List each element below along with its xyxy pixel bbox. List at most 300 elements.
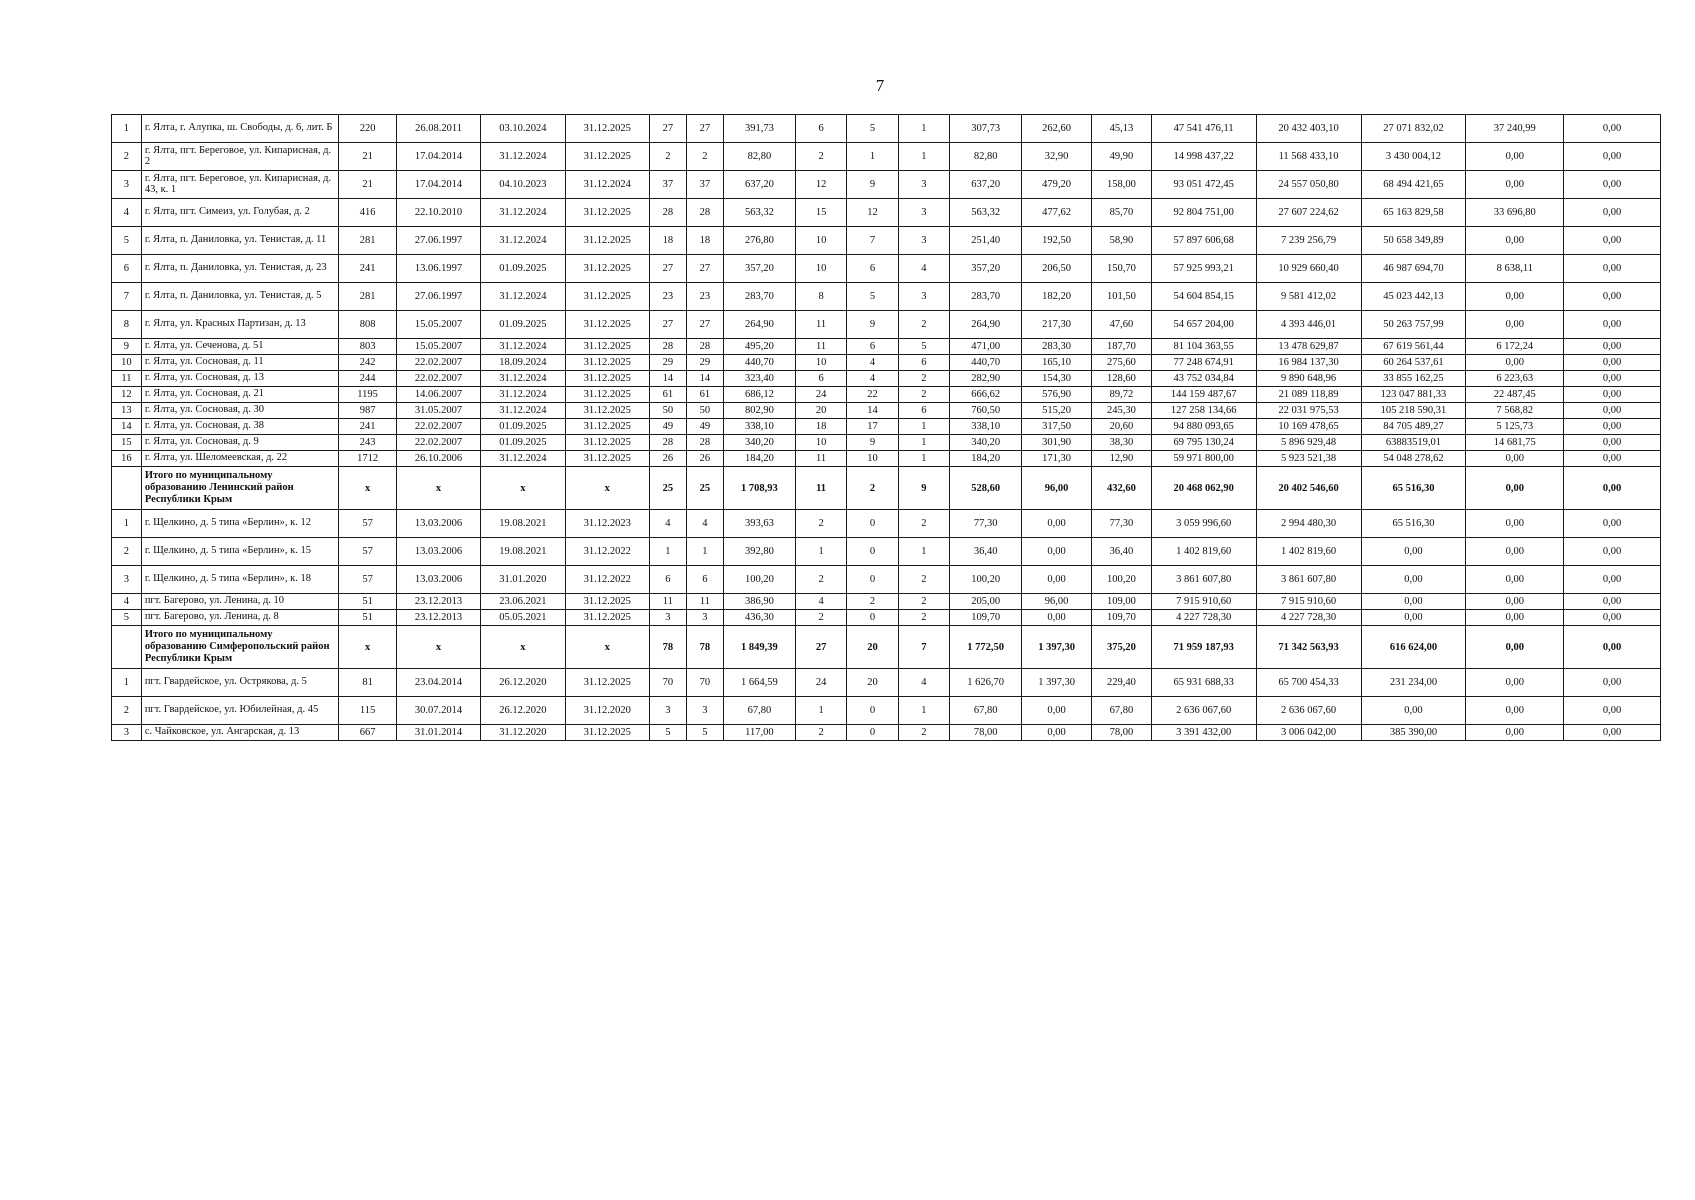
cell-count-5: 2 — [898, 387, 949, 403]
cell-count-3: 2 — [795, 725, 846, 741]
cell-sum-4: 8 638,11 — [1466, 255, 1564, 283]
cell-date-1: 15.05.2007 — [396, 339, 480, 355]
cell-sum: 69 795 130,24 — [1151, 435, 1256, 451]
cell-sum-5: 0,00 — [1564, 143, 1661, 171]
cell-count-2: 27 — [686, 115, 723, 143]
cell-area-3: 479,20 — [1022, 171, 1092, 199]
cell-address: пгт. Багерово, ул. Ленина, д. 10 — [141, 594, 338, 610]
cell-row-number: 14 — [112, 419, 142, 435]
cell-date-1: 22.10.2010 — [396, 199, 480, 227]
cell-count-2: 25 — [686, 467, 723, 510]
cell-address: г. Щелкино, д. 5 типа «Берлин», к. 15 — [141, 538, 338, 566]
cell-object-number: 51 — [339, 594, 397, 610]
cell-row-number: 10 — [112, 355, 142, 371]
cell-row-number: 3 — [112, 171, 142, 199]
cell-address: г. Ялта, ул. Сосновая, д. 30 — [141, 403, 338, 419]
cell-sum-4: 22 487,45 — [1466, 387, 1564, 403]
cell-sum-5: 0,00 — [1564, 669, 1661, 697]
cell-count-1: 29 — [649, 355, 686, 371]
cell-object-number: 21 — [339, 143, 397, 171]
cell-sum-4: 0,00 — [1466, 697, 1564, 725]
cell-sum: 71 959 187,93 — [1151, 626, 1256, 669]
cell-sum-4: 0,00 — [1466, 283, 1564, 311]
cell-count-3: 2 — [795, 610, 846, 626]
cell-count-1: 3 — [649, 697, 686, 725]
cell-sum-3: 68 494 421,65 — [1361, 171, 1466, 199]
cell-count-2: 11 — [686, 594, 723, 610]
cell-date-2: 05.05.2021 — [481, 610, 565, 626]
cell-sum-5: 0,00 — [1564, 725, 1661, 741]
cell-area-3: 0,00 — [1022, 697, 1092, 725]
cell-sum-5: 0,00 — [1564, 538, 1661, 566]
cell-count-4: 4 — [847, 355, 898, 371]
cell-sum-2: 7 239 256,79 — [1256, 227, 1361, 255]
cell-sum-3: 50 658 349,89 — [1361, 227, 1466, 255]
cell-area-4: 36,40 — [1092, 538, 1152, 566]
cell-count-1: 26 — [649, 451, 686, 467]
cell-sum-5: 0,00 — [1564, 467, 1661, 510]
cell-sum-3: 616 624,00 — [1361, 626, 1466, 669]
cell-sum-3: 65 516,30 — [1361, 510, 1466, 538]
cell-sum-2: 21 089 118,89 — [1256, 387, 1361, 403]
cell-date-1: 17.04.2014 — [396, 171, 480, 199]
cell-count-2: 3 — [686, 610, 723, 626]
cell-count-5: 2 — [898, 610, 949, 626]
table-row — [112, 227, 1661, 255]
cell-area-3: 283,30 — [1022, 339, 1092, 355]
cell-date-2: 01.09.2025 — [481, 419, 565, 435]
cell-sum-2: 20 402 546,60 — [1256, 467, 1361, 510]
cell-sum-3: 33 855 162,25 — [1361, 371, 1466, 387]
cell-area-4: 187,70 — [1092, 339, 1152, 355]
cell-object-number: 808 — [339, 311, 397, 339]
cell-sum-3: 231 234,00 — [1361, 669, 1466, 697]
cell-area-2: 357,20 — [950, 255, 1022, 283]
cell-count-3: 15 — [795, 199, 846, 227]
cell-count-2: 23 — [686, 283, 723, 311]
cell-count-2: 29 — [686, 355, 723, 371]
cell-sum-4: 0,00 — [1466, 311, 1564, 339]
cell-count-5: 2 — [898, 566, 949, 594]
cell-area-4: 150,70 — [1092, 255, 1152, 283]
cell-count-4: 6 — [847, 339, 898, 355]
cell-area: 340,20 — [723, 435, 795, 451]
cell-area-2: 440,70 — [950, 355, 1022, 371]
cell-area-4: 89,72 — [1092, 387, 1152, 403]
cell-date-3: 31.12.2025 — [565, 227, 649, 255]
total-row — [112, 467, 1661, 510]
cell-address: г. Ялта, ул. Шеломеевская, д. 22 — [141, 451, 338, 467]
cell-area-2: 1 626,70 — [950, 669, 1022, 697]
cell-count-1: 18 — [649, 227, 686, 255]
cell-date-2: 31.12.2024 — [481, 143, 565, 171]
cell-sum-5: 0,00 — [1564, 387, 1661, 403]
cell-area: 1 708,93 — [723, 467, 795, 510]
cell-area-3: 32,90 — [1022, 143, 1092, 171]
cell-object-number: 1712 — [339, 451, 397, 467]
cell-sum-5: 0,00 — [1564, 171, 1661, 199]
cell-count-2: 1 — [686, 538, 723, 566]
cell-count-1: 11 — [649, 594, 686, 610]
cell-count-2: 61 — [686, 387, 723, 403]
cell-date-3: 31.12.2025 — [565, 725, 649, 741]
cell-count-5: 1 — [898, 115, 949, 143]
cell-date-3: 31.12.2024 — [565, 171, 649, 199]
cell-object-number: 1195 — [339, 387, 397, 403]
cell-count-4: 1 — [847, 143, 898, 171]
cell-area-4: 375,20 — [1092, 626, 1152, 669]
cell-object-number: 220 — [339, 115, 397, 143]
cell-count-3: 24 — [795, 669, 846, 697]
cell-object-number: 51 — [339, 610, 397, 626]
cell-sum: 3 391 432,00 — [1151, 725, 1256, 741]
cell-sum-2: 71 342 563,93 — [1256, 626, 1361, 669]
cell-row-number: 6 — [112, 255, 142, 283]
cell-sum-4: 0,00 — [1466, 566, 1564, 594]
cell-area: 563,32 — [723, 199, 795, 227]
cell-address: г. Ялта, ул. Сосновая, д. 13 — [141, 371, 338, 387]
cell-date-2: 04.10.2023 — [481, 171, 565, 199]
cell-sum-3: 65 163 829,58 — [1361, 199, 1466, 227]
cell-date-2: 31.12.2020 — [481, 725, 565, 741]
table-row — [112, 510, 1661, 538]
cell-area-3: 0,00 — [1022, 510, 1092, 538]
cell-row-number: 12 — [112, 387, 142, 403]
cell-area: 1 849,39 — [723, 626, 795, 669]
cell-area-2: 563,32 — [950, 199, 1022, 227]
cell-sum: 93 051 472,45 — [1151, 171, 1256, 199]
cell-count-1: 1 — [649, 538, 686, 566]
cell-area: 117,00 — [723, 725, 795, 741]
table-row — [112, 283, 1661, 311]
cell-count-4: 7 — [847, 227, 898, 255]
cell-address: пгт. Багерово, ул. Ленина, д. 8 — [141, 610, 338, 626]
cell-sum: 20 468 062,90 — [1151, 467, 1256, 510]
cell-count-3: 4 — [795, 594, 846, 610]
cell-sum-3: 123 047 881,33 — [1361, 387, 1466, 403]
table-row — [112, 115, 1661, 143]
cell-sum-5: 0,00 — [1564, 610, 1661, 626]
cell-count-1: 23 — [649, 283, 686, 311]
cell-row-number: 8 — [112, 311, 142, 339]
cell-date-1: 26.10.2006 — [396, 451, 480, 467]
cell-date-2: 31.12.2024 — [481, 403, 565, 419]
cell-count-1: 2 — [649, 143, 686, 171]
cell-area-4: 47,60 — [1092, 311, 1152, 339]
cell-count-2: 5 — [686, 725, 723, 741]
cell-sum-3: 46 987 694,70 — [1361, 255, 1466, 283]
cell-area-2: 666,62 — [950, 387, 1022, 403]
cell-date-2: 18.09.2024 — [481, 355, 565, 371]
cell-date-1: 31.01.2014 — [396, 725, 480, 741]
cell-area-4: 158,00 — [1092, 171, 1152, 199]
cell-count-2: 78 — [686, 626, 723, 669]
table-row — [112, 419, 1661, 435]
register-table-body — [112, 115, 1661, 741]
cell-sum-5: 0,00 — [1564, 626, 1661, 669]
cell-sum-2: 16 984 137,30 — [1256, 355, 1361, 371]
cell-sum: 3 861 607,80 — [1151, 566, 1256, 594]
cell-count-4: 5 — [847, 115, 898, 143]
cell-area-2: 77,30 — [950, 510, 1022, 538]
cell-count-3: 2 — [795, 143, 846, 171]
cell-area-3: 154,30 — [1022, 371, 1092, 387]
cell-address: г. Щелкино, д. 5 типа «Берлин», к. 18 — [141, 566, 338, 594]
cell-sum-4: 5 125,73 — [1466, 419, 1564, 435]
cell-row-number: 13 — [112, 403, 142, 419]
cell-count-1: 27 — [649, 115, 686, 143]
cell-count-5: 7 — [898, 626, 949, 669]
cell-sum-4: 0,00 — [1466, 227, 1564, 255]
cell-address: г. Ялта, ул. Красных Партизан, д. 13 — [141, 311, 338, 339]
cell-row-number: 1 — [112, 115, 142, 143]
cell-area-2: 282,90 — [950, 371, 1022, 387]
cell-area: 100,20 — [723, 566, 795, 594]
cell-row-number: 1 — [112, 510, 142, 538]
cell-sum-3: 50 263 757,99 — [1361, 311, 1466, 339]
cell-object-number: 57 — [339, 538, 397, 566]
cell-count-1: 61 — [649, 387, 686, 403]
cell-sum: 57 925 993,21 — [1151, 255, 1256, 283]
cell-date-1: 22.02.2007 — [396, 419, 480, 435]
cell-sum-5: 0,00 — [1564, 403, 1661, 419]
cell-sum-2: 9 581 412,02 — [1256, 283, 1361, 311]
cell-date-3: 31.12.2022 — [565, 566, 649, 594]
cell-count-4: 14 — [847, 403, 898, 419]
cell-object-number: x — [339, 467, 397, 510]
cell-count-5: 3 — [898, 171, 949, 199]
cell-sum: 144 159 487,67 — [1151, 387, 1256, 403]
cell-row-number: 3 — [112, 725, 142, 741]
cell-date-1: 23.12.2013 — [396, 610, 480, 626]
cell-count-4: 2 — [847, 467, 898, 510]
cell-count-4: 9 — [847, 311, 898, 339]
table-row — [112, 594, 1661, 610]
cell-sum-5: 0,00 — [1564, 355, 1661, 371]
cell-sum: 4 227 728,30 — [1151, 610, 1256, 626]
cell-count-2: 70 — [686, 669, 723, 697]
cell-count-4: 5 — [847, 283, 898, 311]
cell-area-2: 637,20 — [950, 171, 1022, 199]
cell-count-3: 11 — [795, 339, 846, 355]
cell-date-2: x — [481, 467, 565, 510]
cell-row-number: 5 — [112, 227, 142, 255]
cell-sum-2: 7 915 910,60 — [1256, 594, 1361, 610]
cell-area: 276,80 — [723, 227, 795, 255]
cell-sum-2: 2 994 480,30 — [1256, 510, 1361, 538]
cell-count-3: 1 — [795, 697, 846, 725]
cell-row-number: 2 — [112, 538, 142, 566]
cell-address: пгт. Гвардейское, ул. Острякова, д. 5 — [141, 669, 338, 697]
cell-address: г. Ялта, ул. Сосновая, д. 21 — [141, 387, 338, 403]
cell-sum-3: 0,00 — [1361, 538, 1466, 566]
cell-count-2: 27 — [686, 255, 723, 283]
cell-area-2: 109,70 — [950, 610, 1022, 626]
cell-date-1: 17.04.2014 — [396, 143, 480, 171]
cell-area: 357,20 — [723, 255, 795, 283]
table-row — [112, 435, 1661, 451]
cell-date-3: 31.12.2025 — [565, 419, 649, 435]
cell-count-4: 20 — [847, 626, 898, 669]
cell-object-number: 81 — [339, 669, 397, 697]
cell-sum-2: 13 478 629,87 — [1256, 339, 1361, 355]
cell-date-2: 31.12.2024 — [481, 339, 565, 355]
cell-sum: 2 636 067,60 — [1151, 697, 1256, 725]
cell-count-2: 37 — [686, 171, 723, 199]
cell-count-2: 2 — [686, 143, 723, 171]
cell-count-2: 28 — [686, 435, 723, 451]
cell-area-4: 49,90 — [1092, 143, 1152, 171]
cell-date-3: 31.12.2025 — [565, 311, 649, 339]
cell-count-5: 2 — [898, 371, 949, 387]
cell-sum-3: 27 071 832,02 — [1361, 115, 1466, 143]
cell-sum: 92 804 751,00 — [1151, 199, 1256, 227]
cell-area: 264,90 — [723, 311, 795, 339]
cell-sum-3: 67 619 561,44 — [1361, 339, 1466, 355]
table-row — [112, 387, 1661, 403]
cell-sum-3: 63883519,01 — [1361, 435, 1466, 451]
cell-count-1: 50 — [649, 403, 686, 419]
cell-area: 338,10 — [723, 419, 795, 435]
cell-sum-4: 33 696,80 — [1466, 199, 1564, 227]
cell-sum-5: 0,00 — [1564, 697, 1661, 725]
cell-sum-3: 60 264 537,61 — [1361, 355, 1466, 371]
cell-sum-5: 0,00 — [1564, 339, 1661, 355]
cell-sum-4: 0,00 — [1466, 451, 1564, 467]
cell-date-2: 23.06.2021 — [481, 594, 565, 610]
cell-date-3: 31.12.2025 — [565, 451, 649, 467]
cell-address: г. Щелкино, д. 5 типа «Берлин», к. 12 — [141, 510, 338, 538]
cell-count-1: 37 — [649, 171, 686, 199]
cell-address: г. Ялта, пгт. Береговое, ул. Кипарисная, д. 43, к. 1 — [141, 171, 338, 199]
cell-row-number: 1 — [112, 669, 142, 697]
cell-date-2: 31.12.2024 — [481, 283, 565, 311]
cell-date-2: 31.12.2024 — [481, 371, 565, 387]
cell-count-5: 6 — [898, 403, 949, 419]
cell-count-5: 1 — [898, 143, 949, 171]
cell-sum-3: 3 430 004,12 — [1361, 143, 1466, 171]
cell-area-2: 184,20 — [950, 451, 1022, 467]
cell-count-5: 2 — [898, 594, 949, 610]
table-row — [112, 143, 1661, 171]
cell-date-1: 22.02.2007 — [396, 435, 480, 451]
cell-date-1: 23.04.2014 — [396, 669, 480, 697]
cell-sum-2: 65 700 454,33 — [1256, 669, 1361, 697]
cell-area-3: 0,00 — [1022, 566, 1092, 594]
cell-area-3: 576,90 — [1022, 387, 1092, 403]
cell-row-number — [112, 626, 142, 669]
cell-row-number: 3 — [112, 566, 142, 594]
cell-area-2: 760,50 — [950, 403, 1022, 419]
cell-sum-4: 6 223,63 — [1466, 371, 1564, 387]
cell-area-3: 217,30 — [1022, 311, 1092, 339]
cell-area-4: 100,20 — [1092, 566, 1152, 594]
cell-count-4: 0 — [847, 697, 898, 725]
cell-count-4: 0 — [847, 566, 898, 594]
cell-area-4: 78,00 — [1092, 725, 1152, 741]
table-row — [112, 697, 1661, 725]
cell-area-2: 283,70 — [950, 283, 1022, 311]
cell-date-3: 31.12.2025 — [565, 594, 649, 610]
cell-sum-2: 22 031 975,53 — [1256, 403, 1361, 419]
cell-area-2: 528,60 — [950, 467, 1022, 510]
cell-count-5: 1 — [898, 419, 949, 435]
cell-count-2: 4 — [686, 510, 723, 538]
cell-date-1: 22.02.2007 — [396, 371, 480, 387]
cell-count-2: 14 — [686, 371, 723, 387]
cell-area-2: 78,00 — [950, 725, 1022, 741]
cell-sum-2: 27 607 224,62 — [1256, 199, 1361, 227]
cell-sum-4: 0,00 — [1466, 171, 1564, 199]
cell-sum: 77 248 674,91 — [1151, 355, 1256, 371]
cell-count-1: 27 — [649, 311, 686, 339]
cell-area-3: 317,50 — [1022, 419, 1092, 435]
cell-count-3: 6 — [795, 115, 846, 143]
cell-row-number: 15 — [112, 435, 142, 451]
cell-sum-5: 0,00 — [1564, 115, 1661, 143]
cell-area: 391,73 — [723, 115, 795, 143]
cell-area: 440,70 — [723, 355, 795, 371]
cell-count-3: 11 — [795, 467, 846, 510]
cell-address: Итого по муниципальному образованию Симферопольский район Республики Крым — [141, 626, 338, 669]
cell-area-2: 67,80 — [950, 697, 1022, 725]
cell-sum-2: 2 636 067,60 — [1256, 697, 1361, 725]
cell-sum-2: 5 923 521,38 — [1256, 451, 1361, 467]
cell-sum-4: 0,00 — [1466, 538, 1564, 566]
cell-date-1: 27.06.1997 — [396, 283, 480, 311]
cell-area-4: 229,40 — [1092, 669, 1152, 697]
cell-sum-3: 0,00 — [1361, 594, 1466, 610]
cell-address: г. Ялта, пгт. Симеиз, ул. Голубая, д. 2 — [141, 199, 338, 227]
cell-area-4: 101,50 — [1092, 283, 1152, 311]
cell-date-2: 31.12.2024 — [481, 227, 565, 255]
cell-address: г. Ялта, ул. Сосновая, д. 11 — [141, 355, 338, 371]
cell-count-1: 25 — [649, 467, 686, 510]
cell-area-2: 82,80 — [950, 143, 1022, 171]
cell-count-5: 9 — [898, 467, 949, 510]
cell-count-5: 2 — [898, 725, 949, 741]
cell-sum-3: 65 516,30 — [1361, 467, 1466, 510]
cell-sum-5: 0,00 — [1564, 199, 1661, 227]
cell-sum-4: 6 172,24 — [1466, 339, 1564, 355]
cell-date-1: 23.12.2013 — [396, 594, 480, 610]
cell-count-3: 18 — [795, 419, 846, 435]
cell-sum: 43 752 034,84 — [1151, 371, 1256, 387]
cell-area: 436,30 — [723, 610, 795, 626]
cell-sum-5: 0,00 — [1564, 594, 1661, 610]
cell-row-number: 4 — [112, 199, 142, 227]
cell-row-number: 5 — [112, 610, 142, 626]
cell-sum-5: 0,00 — [1564, 419, 1661, 435]
cell-area-4: 432,60 — [1092, 467, 1152, 510]
cell-sum: 47 541 476,11 — [1151, 115, 1256, 143]
table-row — [112, 311, 1661, 339]
cell-sum: 54 604 854,15 — [1151, 283, 1256, 311]
cell-sum: 94 880 093,65 — [1151, 419, 1256, 435]
cell-date-2: 31.12.2024 — [481, 451, 565, 467]
table-row — [112, 199, 1661, 227]
cell-count-3: 20 — [795, 403, 846, 419]
cell-sum-2: 20 432 403,10 — [1256, 115, 1361, 143]
cell-object-number: 244 — [339, 371, 397, 387]
cell-sum: 65 931 688,33 — [1151, 669, 1256, 697]
cell-address: с. Чайковское, ул. Ангарская, д. 13 — [141, 725, 338, 741]
cell-count-1: 70 — [649, 669, 686, 697]
cell-count-1: 28 — [649, 435, 686, 451]
cell-sum-5: 0,00 — [1564, 255, 1661, 283]
cell-sum-2: 5 896 929,48 — [1256, 435, 1361, 451]
cell-count-4: 0 — [847, 725, 898, 741]
